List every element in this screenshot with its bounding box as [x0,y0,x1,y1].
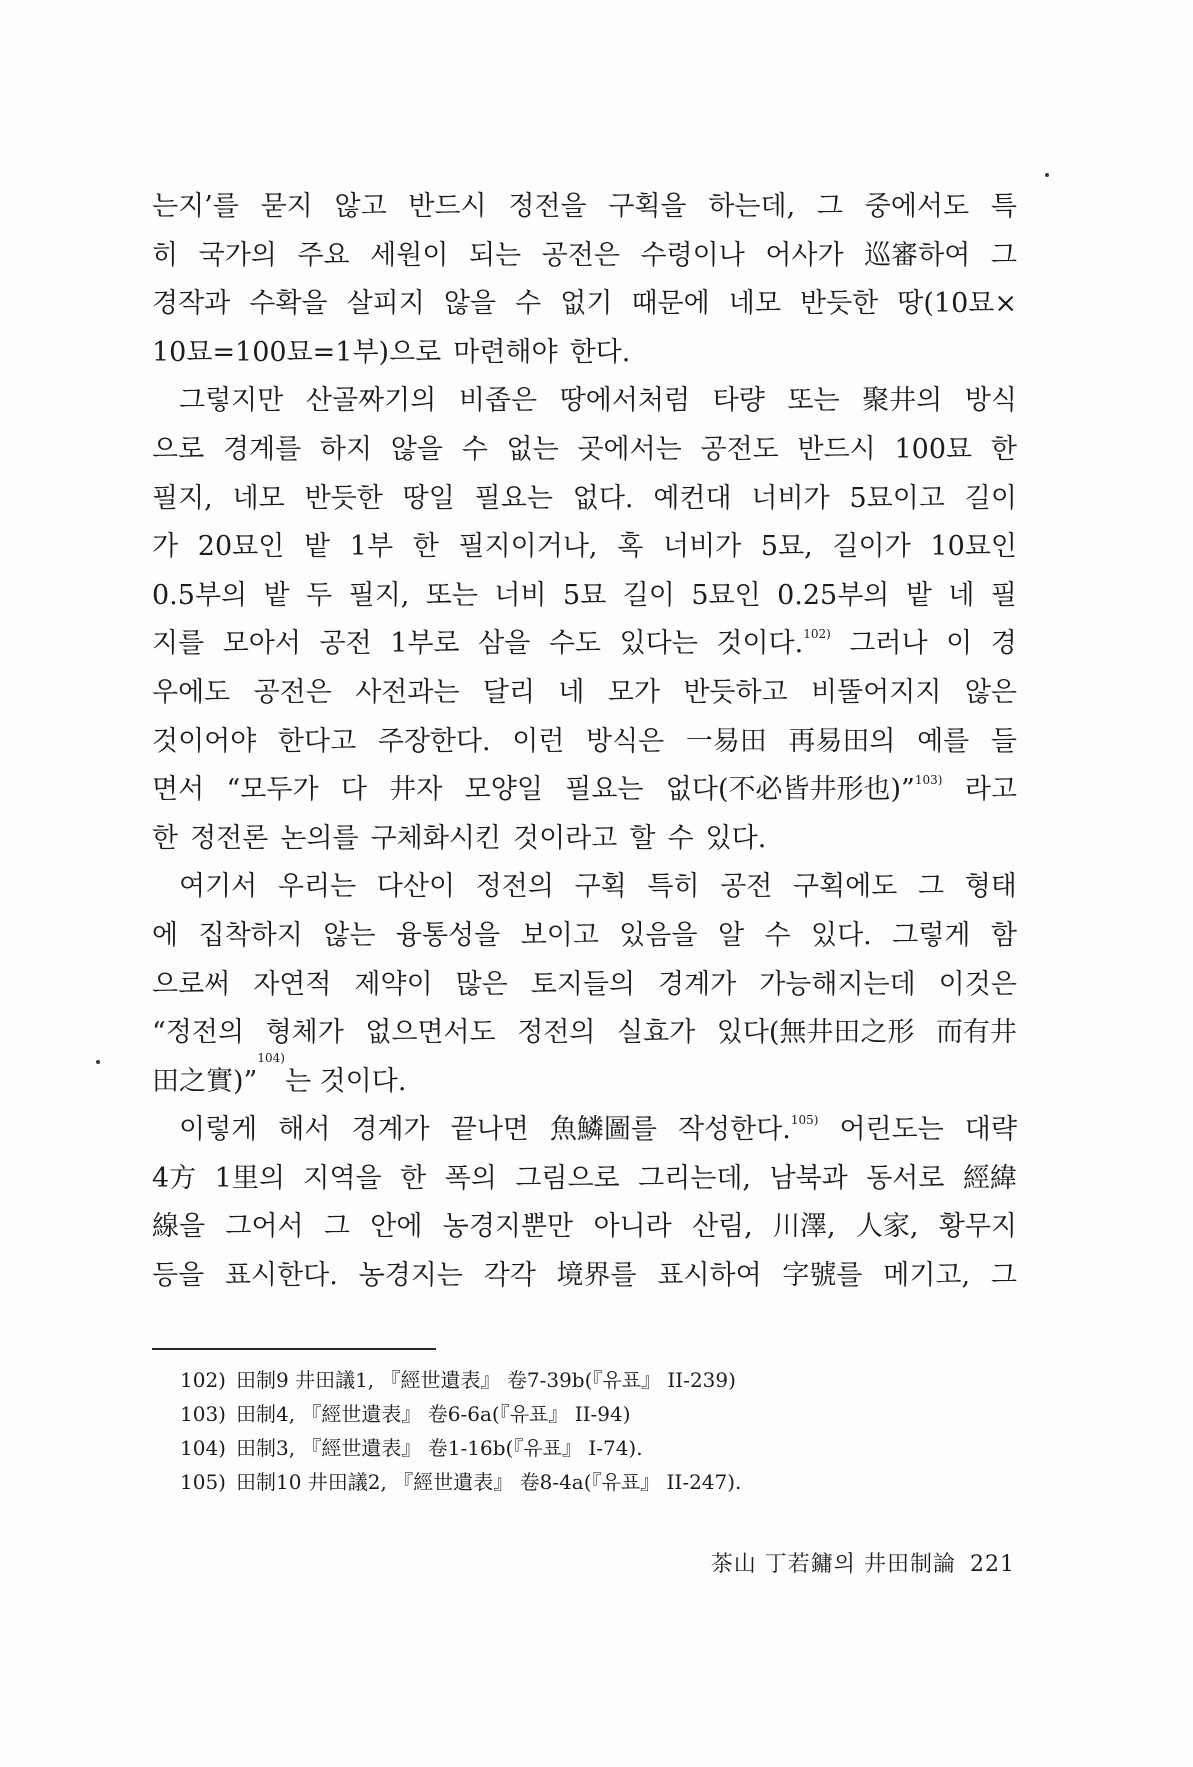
word: 수확을 [249,288,328,320]
word: 있다. [810,919,872,951]
word: 1里의 [214,1162,285,1194]
word: 길이 [622,579,675,611]
word: 人家, [855,1211,919,1243]
word: 형체가 [265,1017,344,1049]
word: 않은 [964,676,1017,708]
word: 마련해야 [453,336,558,368]
word: 경계가 [351,1114,430,1146]
word: 방식은 [585,725,665,757]
word: 그 [990,239,1017,271]
word: 너비 [494,579,547,611]
word: 논의를 [280,822,359,854]
word: 묻지 [260,191,313,222]
text-line [152,572,1017,621]
word: 또는 [425,579,478,611]
word: 100묘 [894,433,973,465]
word: 비뚤어지지 [811,676,942,708]
word: 수 [515,288,542,320]
word: 끝나면 [450,1114,529,1146]
text-line [152,183,1017,232]
word: 사전과는 [355,676,460,708]
word: 밭 [263,579,290,611]
word: 작성한다.$^{105)}$ [677,1113,819,1146]
word: 다 [340,774,367,806]
scan-speck [96,1060,100,1064]
word: 집착하지 [198,919,303,951]
word: 특히 [647,871,700,903]
footnotes [180,1363,1000,1499]
word: 해서 [278,1114,331,1146]
word: 달리 [482,676,536,708]
word: 는지’를 [152,191,239,222]
word: 再易田의 [788,725,896,757]
footnote-text: 田制3, 『經世遺表』 卷1-16b(『유표』 I-74). [235,1436,643,1460]
word: 구획에도 [793,871,898,903]
text-line [152,1155,1017,1204]
word: 땅일 [402,482,455,514]
word: 않을 [443,288,497,320]
word: 밭 [304,531,331,563]
word: 川澤, [773,1211,836,1243]
word: 특 [990,191,1017,222]
footnote-number: 104) [180,1436,226,1460]
word: 길이가 [832,531,911,563]
word: 모아서 [222,628,301,660]
footnote-mark: 105) [790,1113,819,1128]
word: 0.25부의 [777,579,890,611]
word: 그리는데, [638,1162,752,1194]
word: 삼을 [478,628,531,660]
word: 네 [558,676,585,708]
word: 필요는 [474,482,553,514]
word: 지역을 [303,1162,382,1194]
word: 보이고 [520,919,599,951]
text-line [152,863,1017,912]
word: 가능해지는데 [759,968,916,1000]
word: 예컨대 [653,482,732,514]
word: 중에서도 [864,191,970,222]
word: 없는 [506,433,559,465]
footnote-text: 田制9 井田議1, 『經世遺表』 卷7-39b(『유표』 II-239) [235,1368,736,1392]
word: 정전의 [475,871,554,903]
word: 표시하여 [657,1260,762,1292]
word: 산림, [691,1211,753,1243]
word: 있다(無井田之形 [716,1017,915,1049]
text-line [152,232,1017,281]
word: 또는 [787,385,840,417]
word: 다산이 [376,871,456,903]
text-line [152,718,1017,767]
word: 수도 [548,628,602,660]
word: 반드시 [797,433,876,465]
word: 히 [152,239,179,271]
footnote-text: 田制10 井田議2, 『經世遺表』 卷8-4a(『유표』 II-247). [235,1470,742,1494]
word: 한 [412,531,439,563]
word: 필지이거나, [458,531,598,563]
word: 경작과 [152,288,231,320]
word: 너비가 [662,531,742,563]
word: 주장한다. [377,725,491,757]
text-line [152,426,1017,475]
word: 아니라 [593,1211,672,1243]
word: 것이다.$^{102)}$ [716,627,831,660]
word: 그러나 [849,628,928,660]
word: 어린도는 [839,1114,944,1146]
word: 수 [667,822,694,854]
word: “정전의 [152,1017,245,1049]
word: 에 [152,919,179,951]
text-line [152,475,1017,524]
word: 境界를 [556,1260,637,1292]
word: 으로써 [152,968,231,1000]
word: 할 [629,822,656,854]
word: 예를 [917,725,970,757]
word: 經緯 [962,1162,1017,1194]
word: 없으면서도 [365,1017,496,1049]
word: 국가의 [198,239,277,271]
word: 땅에서처럼 [559,385,691,417]
word: 수 [461,433,488,465]
word: 우리는 [277,871,357,903]
body-text [152,183,1017,1301]
footnote-number: 105) [180,1470,226,1494]
word: 많은 [455,968,508,1000]
word: 타량 [712,385,765,417]
text-line [152,669,1017,718]
word: 1부로 [390,628,460,660]
word: 반듯하고 [683,676,788,708]
text-line [152,1106,1017,1155]
word: 공전 [720,871,773,903]
text-line [152,1252,1017,1301]
word: 메기고, [883,1260,971,1292]
word: 한 [152,822,179,854]
word: 것이라고 [513,822,618,854]
word: 가 [152,531,179,563]
text-line [152,523,1017,572]
word: 우에도 [152,676,231,708]
word: 산골짜기의 [305,385,437,417]
word: 그어서 [225,1211,304,1243]
word: 곳에서는 [577,433,682,465]
scan-speck [1045,173,1049,177]
word: 5묘 [563,579,607,611]
word: 한 [400,1162,427,1194]
word: 而有井 [935,1017,1017,1049]
word: 않을 [390,433,443,465]
word: 4方 [152,1162,197,1194]
word: 공전은 [253,676,332,708]
word: 대략 [964,1114,1017,1146]
text-segment: 라고 [964,774,1017,806]
word: 수 [764,919,791,951]
word: 있다는 [619,628,698,660]
word: 으로 [152,433,205,465]
word: 비좁은 [458,385,538,417]
word: 모양일 [464,774,543,806]
word: 않고 [334,191,387,222]
word: 字號를 [782,1260,863,1292]
text-line [152,280,1017,329]
word: 밭 [905,579,932,611]
word: 한다. [569,336,631,368]
word: 구체화시킨 [370,822,502,854]
word: 5묘인 [691,579,761,611]
word: 혹 [617,531,644,563]
text-line [152,1203,1017,1252]
word: 토지들의 [530,968,636,1000]
text-line [152,766,1017,815]
word: 반듯한 [799,288,879,320]
word: 공전도 [700,433,779,465]
word: 두 [306,579,333,611]
footnote-divider [152,1348,436,1350]
footnote [180,1465,1000,1499]
word: 주요 [297,239,350,271]
word: 있음을 [619,919,698,951]
word: 안에 [370,1211,423,1243]
word: 하지 [319,433,373,465]
word: 방식 [964,385,1017,417]
footnote [180,1397,1000,1431]
word: 수령이나 [640,239,745,271]
text-line [152,329,1017,378]
word: 되는 [468,239,522,271]
word: 巡審하여 [864,239,971,271]
word: 이 [946,628,973,660]
footnote-text: 田制4, 『經世遺表』 卷6-6a(『유표』 II-94) [235,1402,631,1426]
word: 一易田 [685,725,767,757]
word: 모가 [607,676,660,708]
word: 필지, [348,579,410,611]
word: 들 [990,725,1017,757]
word: 면서 [152,774,205,806]
word: 동서로 [866,1162,945,1194]
footnote [180,1363,1000,1397]
footnote-number: 103) [180,1402,226,1426]
word: 경계를 [222,433,302,465]
text-line [152,377,1017,426]
word: 지를 [152,628,205,660]
word: 5묘이고 [849,482,945,514]
word: 구획을 [608,191,687,222]
word: 반듯한 [304,482,383,514]
word: 20묘인 [197,531,285,563]
footnote-mark: 102) [803,627,831,642]
text-line [152,815,1017,864]
word: 이런 [512,725,565,757]
word: 세원이 [370,239,449,271]
word: 살피지 [346,288,425,320]
word: 황무지 [938,1211,1017,1243]
word: 한다고 [277,725,357,757]
word: 정전을 [508,191,587,222]
word: 반드시 [408,191,487,222]
word: 경 [990,628,1017,660]
text-segment: 田之實)” [152,1065,258,1097]
word: 각각 [483,1260,536,1292]
word: 하는데, [708,191,796,222]
word: 井자 [389,774,443,806]
word: 10묘인 [930,531,1017,563]
word: 1부 [349,531,394,563]
word: 5묘, [760,531,813,563]
word: 것이어야 [152,725,257,757]
word: 그렇지만 [179,385,284,417]
word: 여기서 [179,871,258,903]
word: 그렇게 [892,919,971,951]
word: 정전의 [517,1017,596,1049]
word: 정전론 [190,822,269,854]
word: 경계가 [658,968,737,1000]
word: 농경지는 [358,1260,463,1292]
word: 너비가 [751,482,830,514]
word: 제약이 [354,968,433,1000]
text-segment: 는 것이다. [284,1065,407,1097]
word: 없다(不必皆井形也)”$^{103)}$ [665,773,943,806]
word: 있다. [705,822,767,854]
word: 그 [816,191,844,222]
word: “모두가 [226,774,319,806]
word: 필지, [152,482,213,514]
word: 필요는 [565,774,644,806]
word: 0.5부의 [152,579,248,611]
word: 자연적 [253,968,332,1000]
word: 표시한다. [224,1260,338,1292]
footnote [180,1431,1000,1465]
word: 폭의 [444,1162,497,1194]
running-title: 茶山 丁若鏞의 井田制論 [710,1552,956,1577]
word: 어사가 [765,239,844,271]
word: 이것은 [938,968,1017,1000]
word: 길이 [964,482,1017,514]
footnote-mark: 103) [914,773,943,788]
word: 필 [990,579,1017,611]
word: 농경지뿐만 [442,1211,574,1243]
word: 없다. [572,482,634,514]
word: 10묘=100묘=1부)으로 [152,336,442,368]
word: 그림으로 [515,1162,620,1194]
word: 함 [990,919,1017,951]
word: 네모 [728,288,781,320]
word: 알 [717,919,745,951]
footnote-mark: 104) [257,1050,285,1065]
word: 형태 [964,871,1017,903]
page-number: 221 [970,1552,1015,1577]
word: 융통성을 [395,919,501,951]
word: 이렇게 [179,1114,258,1146]
footnote-number: 102) [180,1368,226,1392]
running-footer [711,1547,1015,1578]
text-line [152,961,1017,1010]
word: 그 [990,1260,1017,1292]
word: 없기 [560,288,613,320]
word: 네 [948,579,975,611]
word: 구획 [574,871,627,903]
word: 聚井의 [862,385,943,417]
word: 등을 [152,1260,205,1292]
word: 線을 [152,1211,206,1243]
word: 때문에 [631,288,710,320]
word: 남북과 [769,1162,848,1194]
text-line [152,620,1017,669]
word: 한 [990,433,1017,465]
word: 않는 [323,919,376,951]
word: 실효가 [616,1017,696,1049]
text-line [152,912,1017,961]
word: 魚鱗圖를 [549,1114,657,1146]
word: 공전 [319,628,372,660]
word: 그 [323,1211,350,1243]
word: 네모 [232,482,285,514]
word: 그 [917,871,945,903]
word: 땅(10묘× [897,288,1017,320]
text-line [152,1050,1017,1107]
word: 공전은 [541,239,620,271]
